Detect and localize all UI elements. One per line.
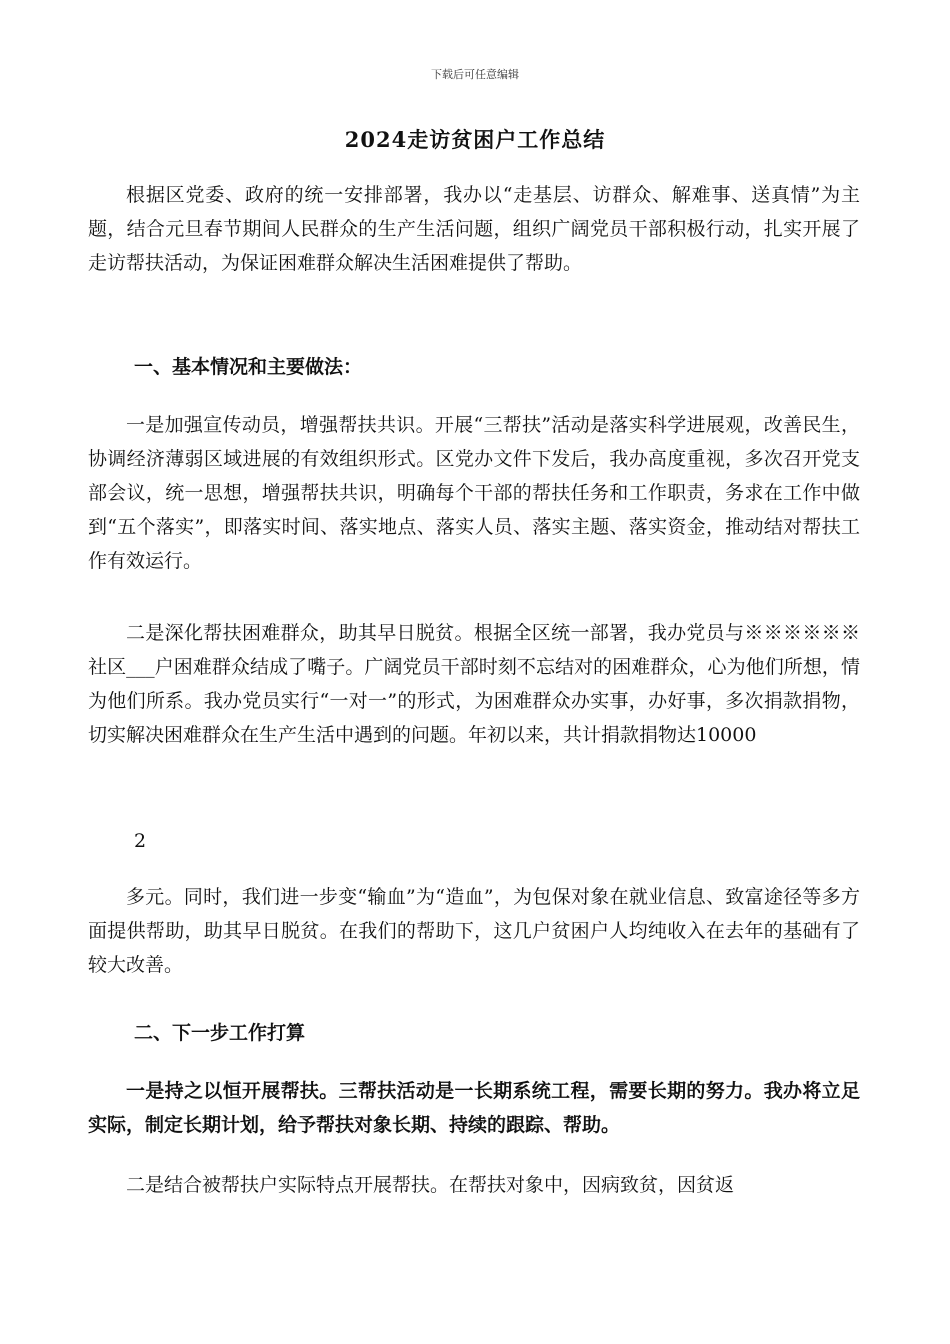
intro-paragraph: 根据区党委、政府的统一安排部署，我办以“走基层、访群众、解难事、送真情”为主题，结合元旦春节期间人民群众的生产生活问题，组织广阔党员干部积极行动，扎实开展了走访帮扶活动，为保证困难群众解决生活困难提供了帮助。 <box>88 184 860 274</box>
document-title: 2024走访贫困户工作总结 <box>344 127 606 152</box>
page-number: 2 <box>134 830 147 852</box>
paragraph-4: 一是持之以恒开展帮扶。三帮扶活动是一长期系统工程，需要长期的努力。我办将立足实际，制定长期计划，给予帮扶对象长期、持续的跟踪、帮助。 <box>88 1080 860 1136</box>
header-note: 下载后可任意编辑 <box>431 68 519 81</box>
paragraph-5: 二是结合被帮扶户实际特点开展帮扶。在帮扶对象中，因病致贫，因贫返 <box>126 1174 735 1196</box>
paragraph-3: 多元。同时，我们进一步变“输血”为“造血”，为包保对象在就业信息、致富途径等多方面提供帮助，助其早日脱贫。在我们的帮助下，这几户贫困户人均纯收入在去年的基础有了较大改善。 <box>88 886 860 976</box>
paragraph-2: 二是深化帮扶困难群众，助其早日脱贫。根据全区统一部署，我办党员与※※※※※※社区___户困难群众结成了嘴子。广阔党员干部时刻不忘结对的困难群众，心为他们所想，情为他们所系。我办党员实行“一对一”的形式，为困难群众办实事，办好事，多次捐款捐物，切实解决困难群众在生产生活中遇到的问题。年初以来，共计捐款捐物达10000 <box>88 622 860 746</box>
paragraph-1: 一是加强宣传动员，增强帮扶共识。开展“三帮扶”活动是落实科学进展观，改善民生，协调经济薄弱区域进展的有效组织形式。区党办文件下发后，我办高度重视，多次召开党支部会议，统一思想，增强帮扶共识，明确每个干部的帮扶任务和工作职责，务求在工作中做到“五个落实”，即落实时间、落实地点、落实人员、落实主题、落实资金，推动结对帮扶工作有效运行。 <box>88 414 860 572</box>
section-heading-1: 一、基本情况和主要做法： <box>134 356 363 378</box>
section-heading-2: 二、下一步工作打算 <box>134 1022 306 1044</box>
